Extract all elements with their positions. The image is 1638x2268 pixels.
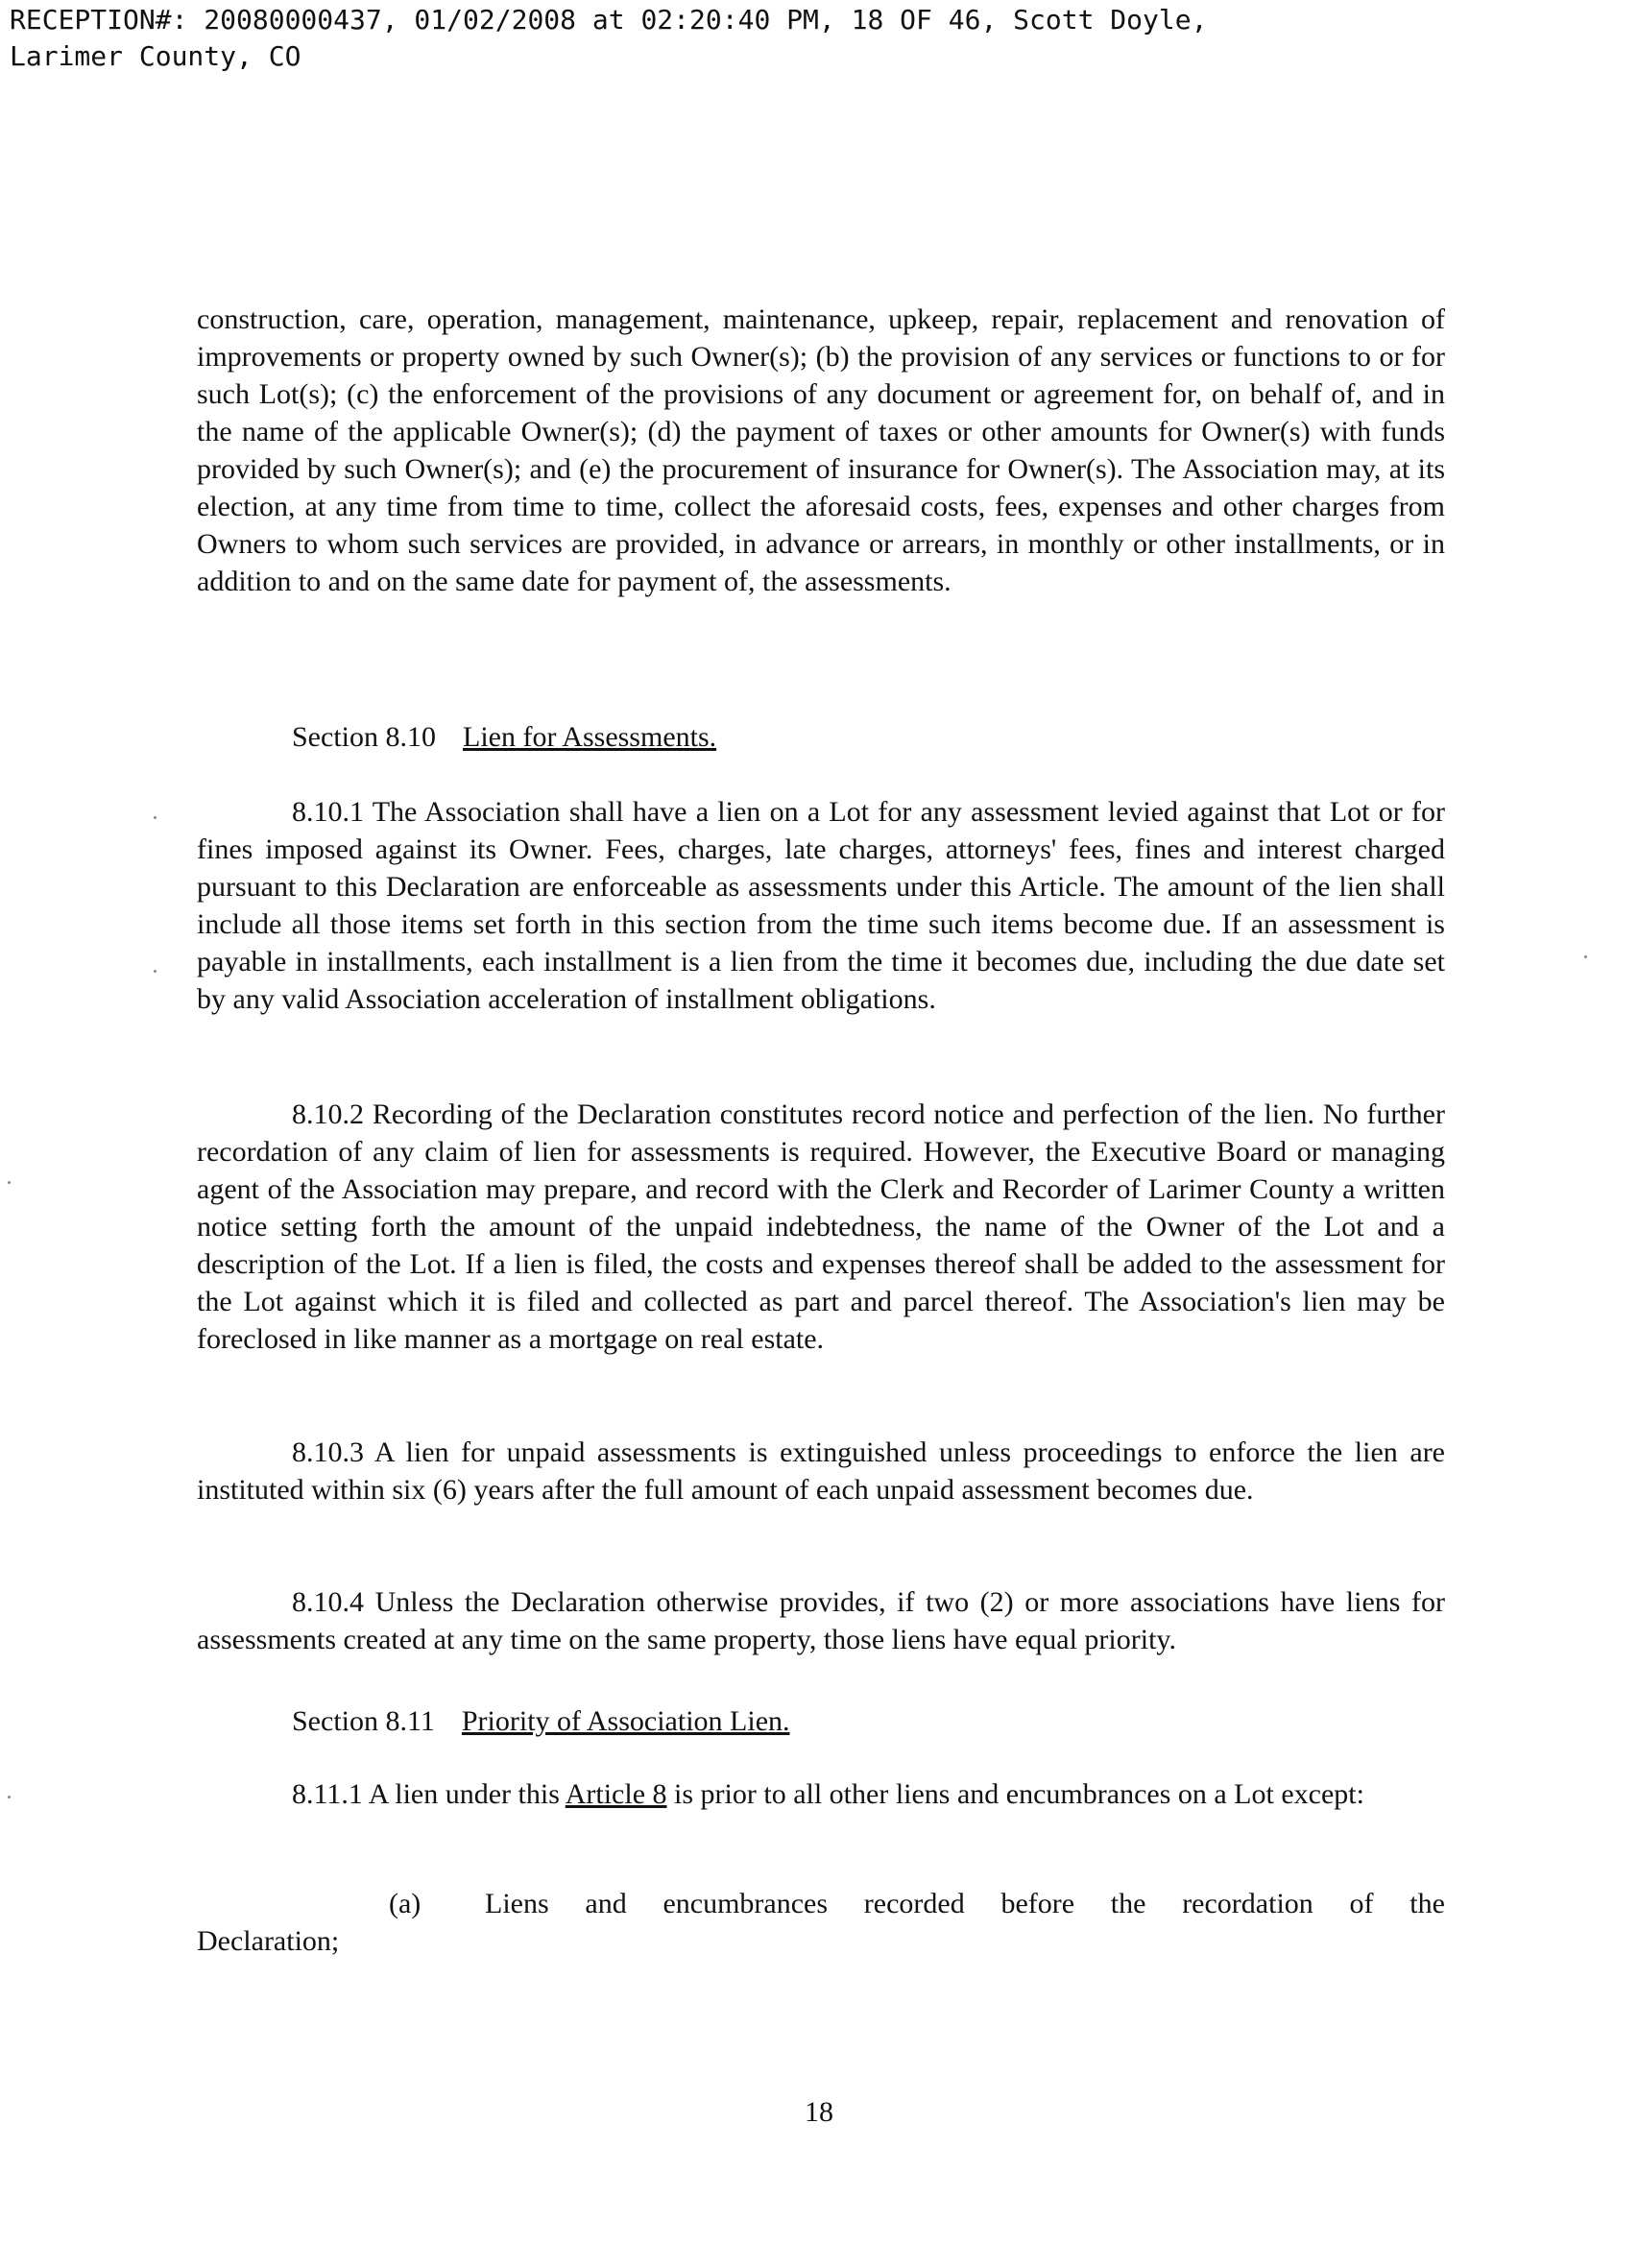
scan-speck (8, 1181, 11, 1184)
para-8-10-4: 8.10.4 Unless the Declaration otherwise provides, if two (2) or more associations have liens for assessments created at any time on the same property, those liens have equal priority. (197, 1586, 1445, 1655)
scan-speck (154, 970, 157, 973)
item-a-block (197, 1885, 1445, 1960)
para-8-11-1-suffix: is prior to all other liens and encumbrances on a Lot except: (666, 1778, 1364, 1810)
section-8-11-number: Section 8.11 (292, 1705, 435, 1737)
reception-line-1: RECEPTION#: 20080000437, 01/02/2008 at 02:20:40 PM, 18 OF 46, Scott Doyle, (10, 4, 1208, 36)
section-8-10-heading (292, 718, 716, 756)
item-a-word: the (1110, 1888, 1146, 1919)
article-8-reference: Article 8 (565, 1778, 667, 1810)
para-8-10-3-block (197, 1434, 1445, 1508)
page-number: 18 (805, 2096, 833, 2128)
scan-speck (1584, 955, 1587, 958)
continuation-paragraph-block (197, 301, 1445, 600)
section-8-10-title: Lien for Assessments. (463, 721, 717, 753)
para-8-10-4-block (197, 1583, 1445, 1658)
item-a-continuation: Declaration; (197, 1925, 340, 1957)
para-8-10-1-block (197, 793, 1445, 1018)
section-8-11-title: Priority of Association Lien. (461, 1705, 790, 1737)
para-8-10-2: 8.10.2 Recording of the Declaration constitutes record notice and perfection of the lien. No further recordation of any claim of lien for assessments is required. However, the Executive Board or managing agent of the Association may prepare, and record with the Clerk and Recorder of Larimer County a written notice setting forth the amount of the unpaid indebtedness, the name of the Owner of the Lot and a description of the Lot. If a lien is filed, the costs and expenses thereof shall be added to the assessment for the Lot against which it is filed and collected as part and parcel thereof. The Association's lien may be foreclosed in like manner as a mortgage on real estate. (197, 1098, 1445, 1355)
scan-speck (8, 1796, 11, 1798)
item-a-word: of (1349, 1888, 1374, 1919)
item-a-label: (a) (389, 1888, 422, 1919)
item-a-word: recordation (1182, 1888, 1313, 1919)
item-a-word: encumbrances (662, 1888, 829, 1919)
item-a-first-line (197, 1885, 1445, 1922)
item-a-word: Liens (485, 1888, 549, 1919)
para-8-11-1-block (197, 1775, 1445, 1813)
section-8-10-number: Section 8.10 (292, 721, 436, 753)
para-8-10-1: 8.10.1 The Association shall have a lien on a Lot for any assessment levied against that Lot or for fines imposed against its Owner. Fees, charges, late charges, attorneys' fees, fines and interest charged pursuant to this Declaration are enforceable as assessments under this Article. The amount of the lien shall include all those items set forth in this section from the time such items become due. If an assessment is payable in installments, each installment is a lien from the time it becomes due, including the due date set by any valid Association acceleration of installment obligations. (197, 796, 1445, 1015)
para-8-10-2-block (197, 1096, 1445, 1358)
item-a-word: the (1409, 1888, 1445, 1919)
para-8-10-3: 8.10.3 A lien for unpaid assessments is extinguished unless proceedings to enforce the lien are instituted within six (6) years after the full amount of each unpaid assessment becomes due. (197, 1436, 1445, 1506)
item-a-word: and (585, 1888, 627, 1919)
scan-speck (154, 816, 157, 819)
para-8-11-1 (197, 1775, 1445, 1813)
section-8-11-heading (292, 1702, 790, 1740)
item-a-words (485, 1885, 1445, 1922)
item-a-word: recorded (863, 1888, 965, 1919)
continuation-paragraph: construction, care, operation, management, maintenance, upkeep, repair, replacement and renovation of improvements or property owned by such Owner(s); (b) the provision of any services or functions to or for such Lot(s); (c) the enforcement of the provisions of any document or agreement for, on behalf of, and in the name of the applicable Owner(s); (d) the payment of taxes or other amounts for Owner(s) with funds provided by such Owner(s); and (e) the procurement of insurance for Owner(s). The Association may, at its election, at any time from time to time, collect the aforesaid costs, fees, expenses and other charges from Owners to whom such services are provided, in advance or arrears, in monthly or other installments, or in addition to and on the same date for payment of, the assessments. (197, 303, 1445, 597)
item-a-word: before (1000, 1888, 1075, 1919)
reception-line-2: Larimer County, CO (10, 40, 301, 72)
para-8-11-1-prefix: 8.11.1 A lien under this (292, 1778, 566, 1810)
reception-stamp (10, 2, 1450, 75)
